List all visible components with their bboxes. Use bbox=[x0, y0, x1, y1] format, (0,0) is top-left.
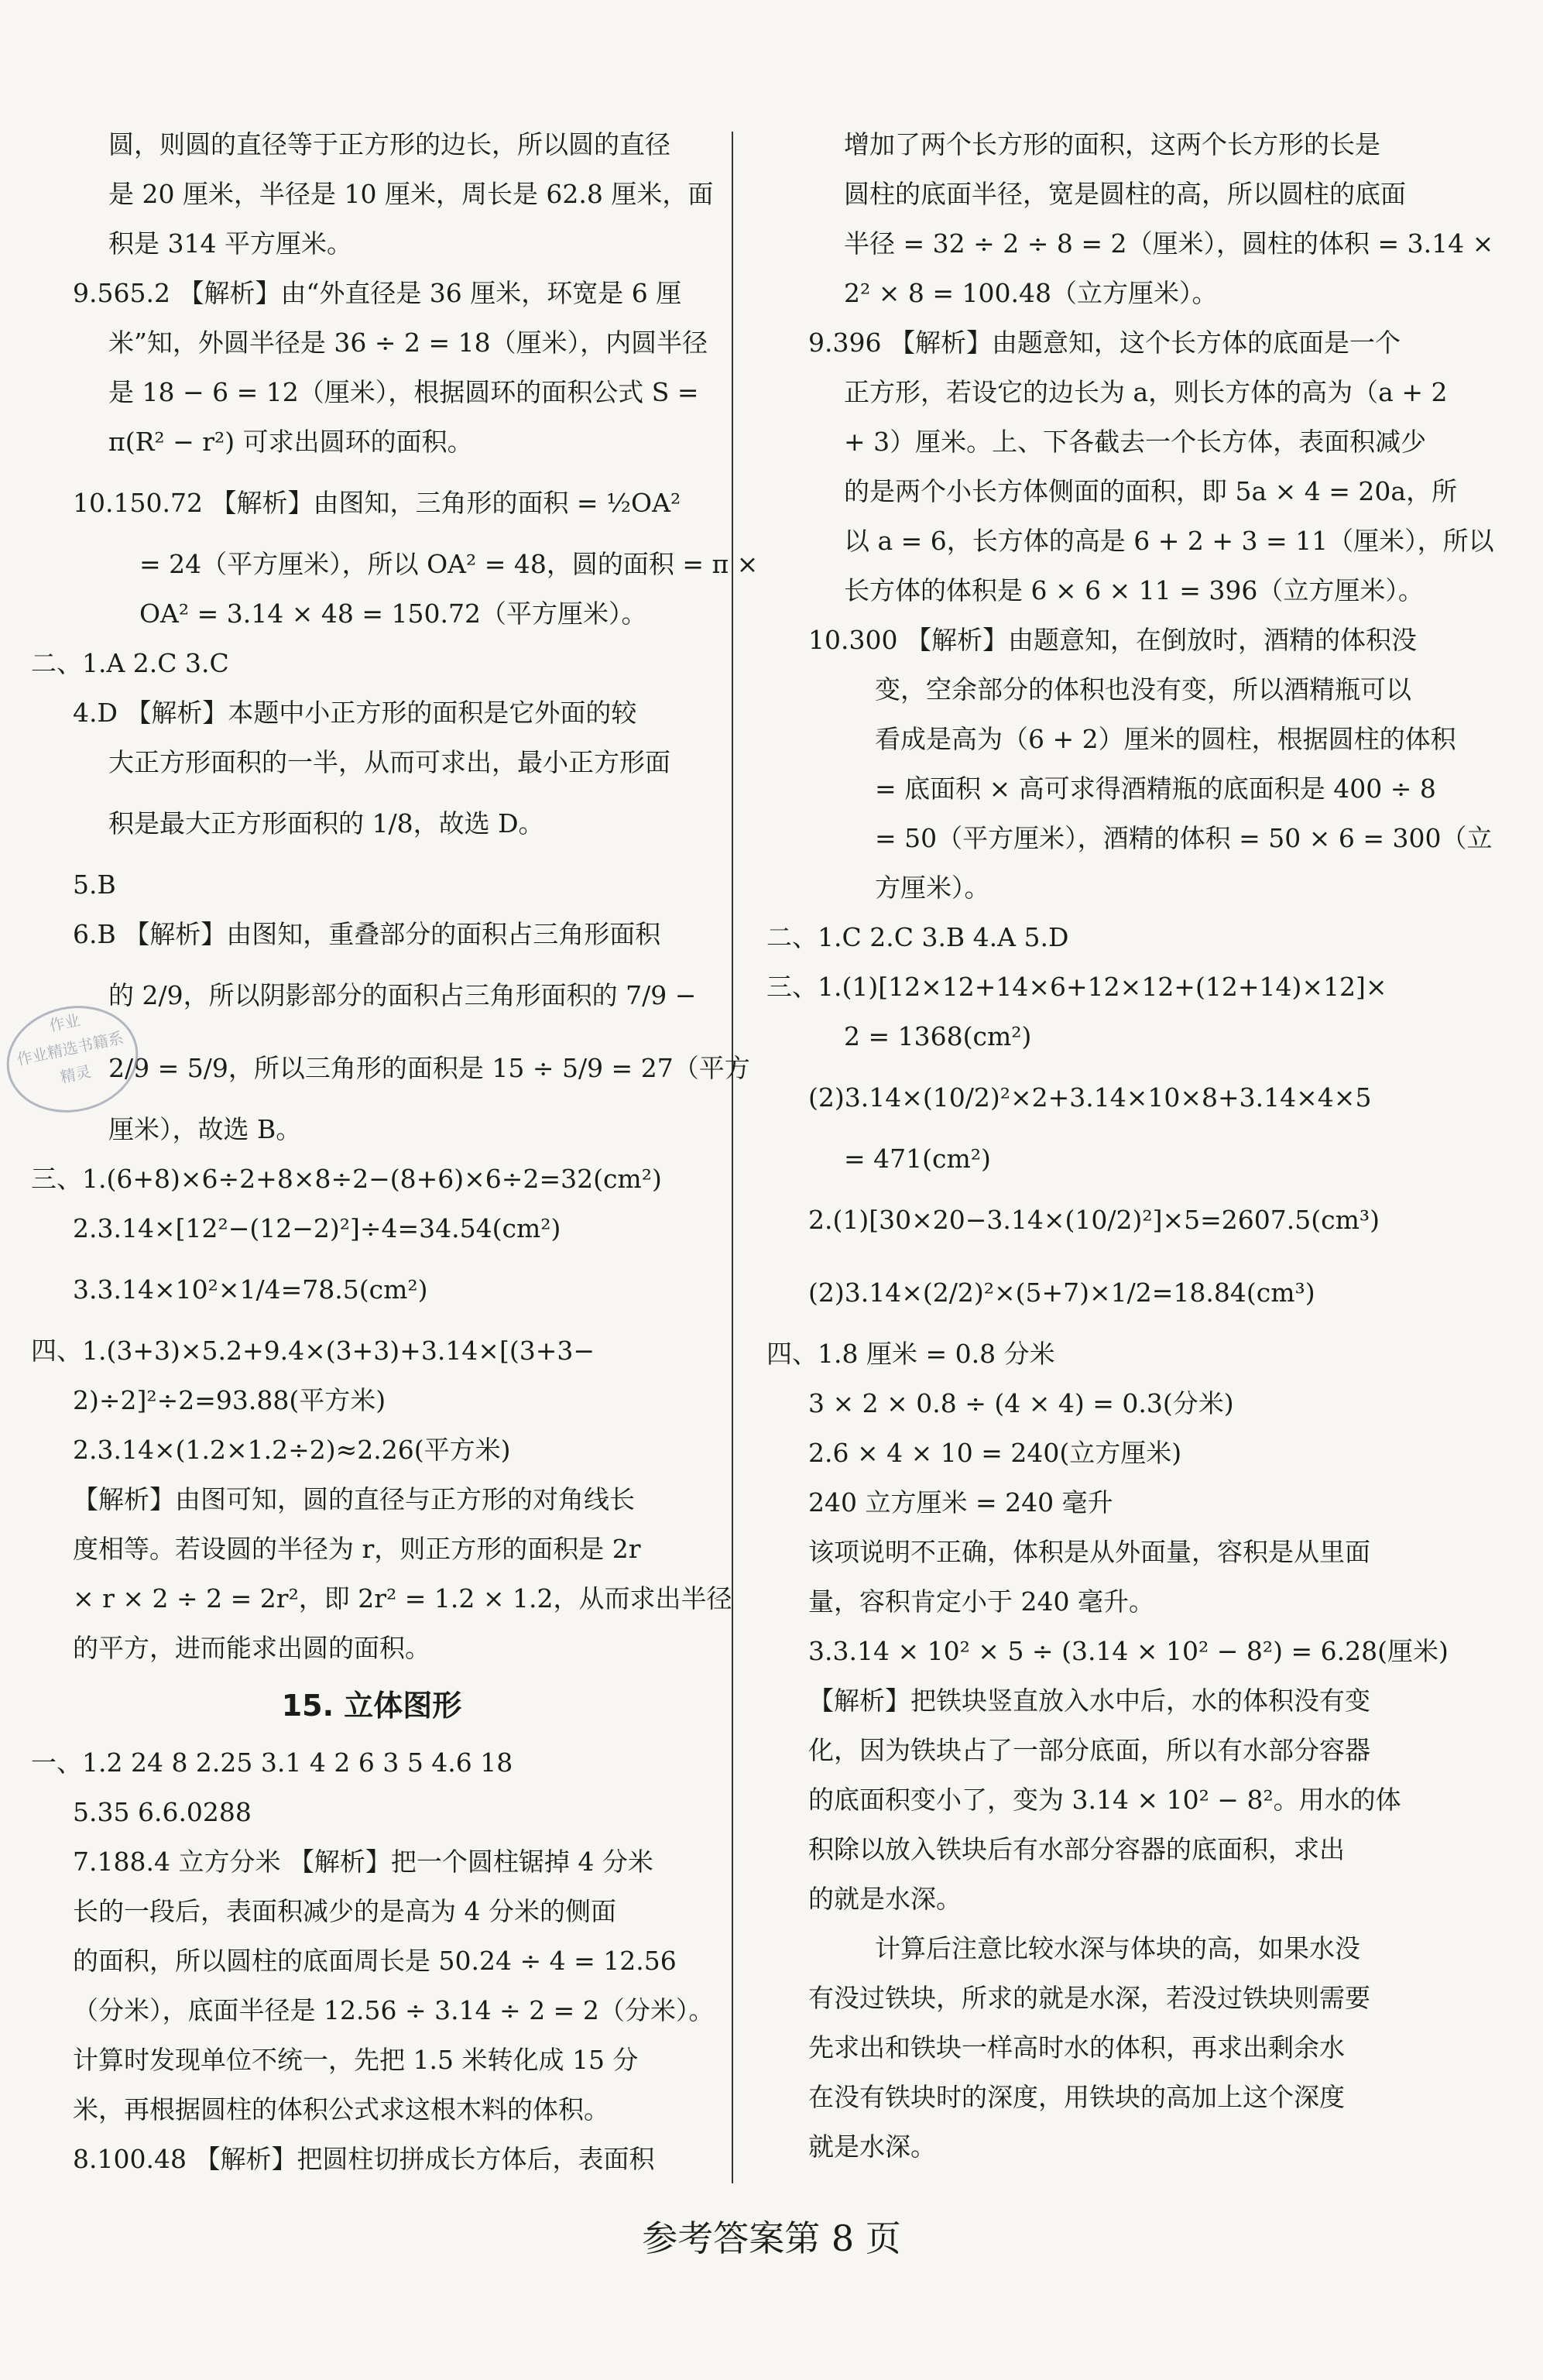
text-line: 5.35 6.6.0288 bbox=[73, 1797, 252, 1827]
text-line: OA² = 3.14 × 48 = 150.72（平方厘米）。 bbox=[139, 598, 647, 629]
text-line: 2.3.14×(1.2×1.2÷2)≈2.26(平方米) bbox=[73, 1435, 511, 1465]
text-line: = 50（平方厘米），酒精的体积 = 50 × 6 = 300（立 bbox=[875, 823, 1493, 853]
text-line: (2)3.14×(2/2)²×(5+7)×1/2=18.84(cm³) bbox=[808, 1277, 1315, 1308]
text-line: 四、1.(3+3)×5.2+9.4×(3+3)+3.14×[(3+3− bbox=[31, 1336, 595, 1366]
text-line: 先求出和铁块一样高时水的体积，再求出剩余水 bbox=[808, 2032, 1345, 2063]
text-line: 四、1.8 厘米 = 0.8 分米 bbox=[766, 1339, 1055, 1369]
text-line: 长的一段后，表面积减少的是高为 4 分米的侧面 bbox=[73, 1896, 616, 1926]
text-line: 长方体的体积是 6 × 6 × 11 = 396（立方厘米）。 bbox=[844, 575, 1424, 605]
text-line: 9.565.2 【解析】由“外直径是 36 厘米，环宽是 6 厘 bbox=[73, 278, 682, 308]
text-line: 以 a = 6，长方体的高是 6 + 2 + 3 = 11（厘米），所以 bbox=[844, 526, 1494, 556]
text-line: 半径 = 32 ÷ 2 ÷ 8 = 2（厘米），圆柱的体积 = 3.14 × bbox=[844, 228, 1494, 259]
text-line: × r × 2 ÷ 2 = 2r²，即 2r² = 1.2 × 1.2，从而求出半径 bbox=[73, 1583, 732, 1614]
text-line: 增加了两个长方形的面积，这两个长方形的长是 bbox=[844, 129, 1380, 159]
text-line: 有没过铁块，所求的就是水深，若没过铁块则需要 bbox=[808, 1983, 1370, 2013]
text-line: 2² × 8 = 100.48（立方厘米）。 bbox=[844, 278, 1218, 308]
text-line: 4.D 【解析】本题中小正方形的面积是它外面的较 bbox=[73, 698, 637, 728]
right-column bbox=[766, 120, 1494, 2172]
text-line: 计算后注意比较水深与体块的高，如果水没 bbox=[875, 1933, 1360, 1963]
text-line: 就是水深。 bbox=[808, 2131, 936, 2162]
section-title: 15. 立体图形 bbox=[281, 1689, 462, 1723]
text-line: 的底面积变小了，变为 3.14 × 10² − 8²。用水的体 bbox=[808, 1785, 1401, 1815]
text-line: 6.B 【解析】由图知，重叠部分的面积占三角形面积 bbox=[73, 919, 661, 949]
text-line: 二、1.C 2.C 3.B 4.A 5.D bbox=[766, 922, 1069, 952]
text-line: + 3）厘米。上、下各截去一个长方体，表面积减少 bbox=[844, 427, 1427, 457]
text-line: 圆，则圆的直径等于正方形的边长，所以圆的直径 bbox=[108, 129, 670, 159]
text-line: 看成是高为（6 + 2）厘米的圆柱，根据圆柱的体积 bbox=[875, 724, 1456, 754]
text-line: 一、1.2 24 8 2.25 3.1 4 2 6 3 5 4.6 18 bbox=[31, 1747, 513, 1778]
text-line: 240 立方厘米 = 240 毫升 bbox=[808, 1487, 1113, 1518]
text-line: 5.B bbox=[73, 869, 116, 900]
text-line: = 471(cm²) bbox=[844, 1144, 991, 1174]
text-line: 的 2/9，所以阴影部分的面积占三角形面积的 7/9 − bbox=[108, 980, 697, 1010]
text-line: 三、1.(6+8)×6÷2+8×8÷2−(8+6)×6÷2=32(cm²) bbox=[31, 1164, 662, 1194]
text-line: 的平方，进而能求出圆的面积。 bbox=[73, 1633, 430, 1663]
text-line: 积是 314 平方厘米。 bbox=[108, 228, 352, 259]
text-line: (2)3.14×(10/2)²×2+3.14×10×8+3.14×4×5 bbox=[808, 1082, 1372, 1113]
text-line: 变，空余部分的体积也没有变，所以酒精瓶可以 bbox=[875, 674, 1411, 705]
text-line: 的是两个小长方体侧面的面积，即 5a × 4 = 20a，所 bbox=[844, 476, 1458, 506]
text-line: 9.396 【解析】由题意知，这个长方体的底面是一个 bbox=[808, 328, 1401, 358]
text-line: 2/9 = 5/9，所以三角形的面积是 15 ÷ 5/9 = 27（平方 bbox=[108, 1053, 750, 1083]
text-line: （分米），底面半径是 12.56 ÷ 3.14 ÷ 2 = 2（分米）。 bbox=[73, 1995, 715, 2025]
text-line: 2.3.14×[12²−(12−2)²]÷4=34.54(cm²) bbox=[73, 1213, 561, 1243]
text-line: 厘米），故选 B。 bbox=[108, 1114, 302, 1144]
text-line: 大正方形面积的一半，从而可求出，最小正方形面 bbox=[108, 747, 670, 777]
text-line: 10.150.72 【解析】由图知，三角形的面积 = ½OA² bbox=[73, 488, 681, 518]
text-line: 3 × 2 × 0.8 ÷ (4 × 4) = 0.3(分米) bbox=[808, 1388, 1234, 1418]
text-line: 是 18 − 6 = 12（厘米），根据圆环的面积公式 S = bbox=[108, 377, 699, 407]
text-line: = 24（平方厘米），所以 OA² = 48，圆的面积 = π × bbox=[139, 549, 759, 579]
left-column bbox=[31, 120, 759, 2184]
text-line: 计算时发现单位不统一，先把 1.5 米转化成 15 分 bbox=[73, 2045, 639, 2075]
text-line: 二、1.A 2.C 3.C bbox=[31, 648, 229, 678]
text-line: 圆柱的底面半径，宽是圆柱的高，所以圆柱的底面 bbox=[844, 179, 1406, 209]
text-line: 2.(1)[30×20−3.14×(10/2)²]×5=2607.5(cm³) bbox=[808, 1205, 1380, 1235]
watermark-stamp: 作业 作业精选书籍系 精灵 bbox=[0, 994, 148, 1125]
text-line: 米”知，外圆半径是 36 ÷ 2 = 18（厘米），内圆半径 bbox=[108, 328, 708, 358]
text-line: 3.3.14×10²×1/4=78.5(cm²) bbox=[73, 1274, 428, 1305]
text-line: 积是最大正方形面积的 1/8，故选 D。 bbox=[108, 808, 544, 838]
text-line: 【解析】由图可知，圆的直径与正方形的对角线长 bbox=[73, 1484, 635, 1514]
text-line: 的就是水深。 bbox=[808, 1884, 962, 1914]
text-line: 2.6 × 4 × 10 = 240(立方厘米) bbox=[808, 1438, 1182, 1468]
text-line: 7.188.4 立方分米 【解析】把一个圆柱锯掉 4 分米 bbox=[73, 1847, 653, 1877]
text-line: 8.100.48 【解析】把圆柱切拼成长方体后，表面积 bbox=[73, 2144, 655, 2174]
text-line: = 底面积 × 高可求得酒精瓶的底面积是 400 ÷ 8 bbox=[875, 773, 1436, 804]
text-line: 化，因为铁块占了一部分底面，所以有水部分容器 bbox=[808, 1735, 1370, 1765]
text-line: 的面积，所以圆柱的底面周长是 50.24 ÷ 4 = 12.56 bbox=[73, 1946, 677, 1976]
text-line: 该项说明不正确，体积是从外面量，容积是从里面 bbox=[808, 1537, 1370, 1567]
page-footer: 参考答案第 8 页 bbox=[642, 2217, 901, 2259]
text-line: 积除以放入铁块后有水部分容器的底面积，求出 bbox=[808, 1834, 1345, 1864]
text-line: 2 = 1368(cm²) bbox=[844, 1021, 1032, 1051]
text-line: 2)÷2]²÷2=93.88(平方米) bbox=[73, 1385, 386, 1415]
text-line: 是 20 厘米，半径是 10 厘米，周长是 62.8 厘米，面 bbox=[108, 179, 714, 209]
text-line: 3.3.14 × 10² × 5 ÷ (3.14 × 10² − 8²) = 6.28(厘米) bbox=[808, 1636, 1449, 1666]
text-line: 三、1.(1)[12×12+14×6+12×12+(12+14)×12]× bbox=[766, 972, 1387, 1002]
text-line: 10.300 【解析】由题意知，在倒放时，酒精的体积没 bbox=[808, 625, 1417, 655]
text-line: 方厘米）。 bbox=[875, 873, 990, 903]
text-line: 量，容积肯定小于 240 毫升。 bbox=[808, 1586, 1154, 1617]
text-line: π(R² − r²) 可求出圆环的面积。 bbox=[108, 427, 473, 457]
text-line: 在没有铁块时的深度，用铁块的高加上这个深度 bbox=[808, 2082, 1345, 2112]
text-line: 【解析】把铁块竖直放入水中后，水的体积没有变 bbox=[808, 1686, 1370, 1716]
text-line: 正方形，若设它的边长为 a，则长方体的高为（a + 2 bbox=[844, 377, 1448, 407]
text-line: 度相等。若设圆的半径为 r，则正方形的面积是 2r bbox=[73, 1534, 641, 1564]
column-divider bbox=[732, 132, 733, 2183]
text-line: 米，再根据圆柱的体积公式求这根木料的体积。 bbox=[73, 2094, 609, 2125]
